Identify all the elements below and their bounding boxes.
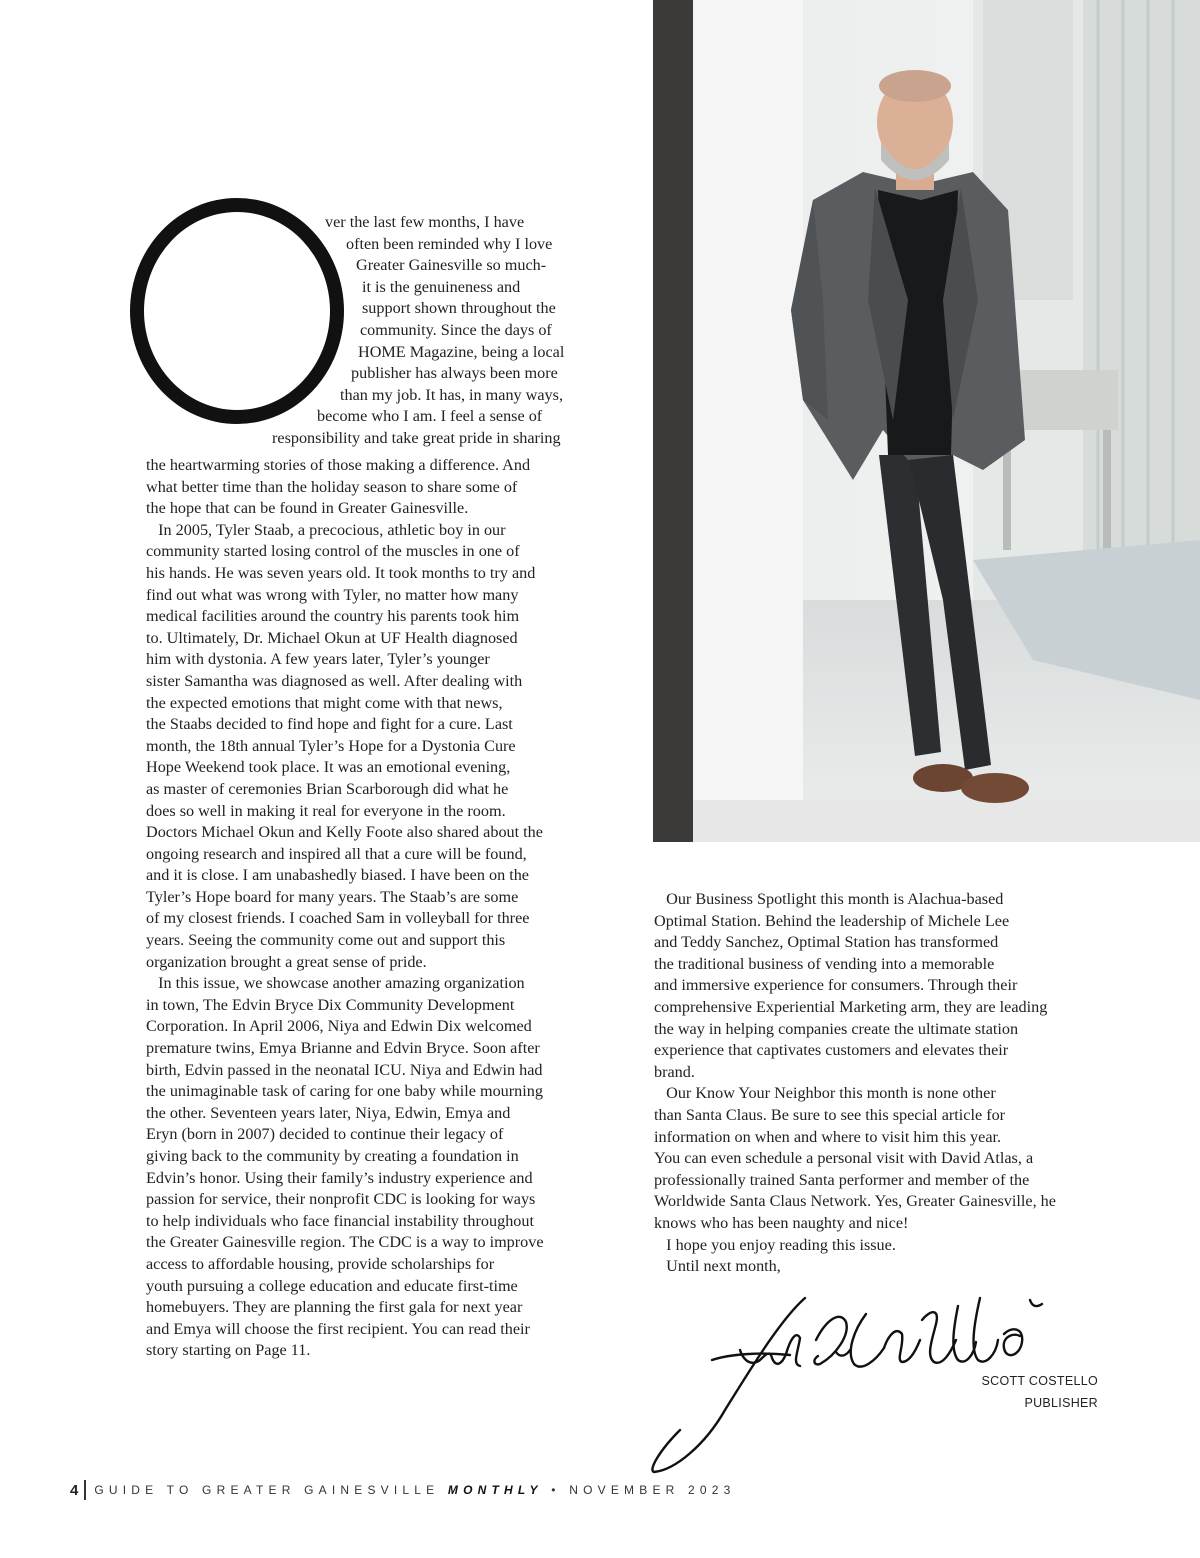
page-footer <box>70 1478 736 1502</box>
text-line: Our Business Spotlight this month is Alachua-based <box>654 890 1004 908</box>
footer-divider <box>84 1480 86 1500</box>
text-line: Worldwide Santa Claus Network. Yes, Greater Gainesville, he <box>654 1192 1056 1211</box>
text-line: the Staabs decided to find hope and fight for a cure. Last <box>146 715 513 734</box>
text-line: story starting on Page 11. <box>146 1341 311 1360</box>
intro-line: community. Since the days of <box>360 320 552 339</box>
text-line: youth pursuing a college education and educate first-time <box>146 1276 518 1295</box>
paragraph <box>654 1083 1134 1234</box>
text-line: the unimaginable task of caring for one baby while mourning <box>146 1082 543 1101</box>
paragraph <box>654 889 1134 1083</box>
text-line: the heartwarming stories of those making a difference. And <box>146 456 531 474</box>
paragraph <box>654 1235 1134 1257</box>
text-line: to. Ultimately, Dr. Michael Okun at UF Health diagnosed <box>146 628 518 647</box>
text-line: as master of ceremonies Brian Scarborough did what he <box>146 779 509 798</box>
text-line: Corporation. In April 2006, Niya and Edwin Dix welcomed <box>146 1017 532 1036</box>
text-line: passion for service, their nonprofit CDC is looking for ways <box>146 1190 536 1209</box>
text-line: Tyler’s Hope board for many years. The Staab’s are some <box>146 887 519 906</box>
text-line: premature twins, Emya Brianne and Edvin Bryce. Soon after <box>146 1039 540 1058</box>
intro-line: publisher has always been more <box>351 364 558 383</box>
signature-title: PUBLISHER <box>1024 1396 1098 1410</box>
text-line: in town, The Edvin Bryce Dix Community Development <box>146 995 515 1014</box>
publisher-photo <box>653 0 1200 842</box>
text-line: Optimal Station. Behind the leadership of Michele Lee <box>654 911 1010 930</box>
text-line: Doctors Michael Okun and Kelly Foote also shared about the <box>146 823 543 842</box>
intro-line: it is the genuineness and <box>362 277 521 296</box>
intro-line: responsibility and take great pride in sharing <box>272 428 561 447</box>
text-line: In this issue, we showcase another amazing organization <box>146 974 525 993</box>
intro-line: support shown throughout the <box>362 299 556 318</box>
text-line: brand. <box>654 1062 695 1081</box>
text-line: ongoing research and inspired all that a cure will be found, <box>146 844 527 863</box>
text-line: medical facilities around the country his parents took him <box>146 607 520 626</box>
text-line: comprehensive Experiential Marketing arm, they are leading <box>654 997 1048 1016</box>
intro-line: become who I am. I feel a sense of <box>317 407 543 426</box>
text-line: experience that captivates customers and elevates their <box>654 1041 1009 1060</box>
text-line: and immersive experience for consumers. Through their <box>654 976 1018 995</box>
footer-separator: • <box>551 1483 561 1497</box>
text-line: the traditional business of vending into a memorable <box>654 954 995 973</box>
text-line: knows who has been naughty and nice! <box>654 1213 909 1232</box>
intro-line: Greater Gainesville so much- <box>356 256 547 275</box>
text-line: the way in helping companies create the ultimate station <box>654 1019 1019 1038</box>
publication-name: GUIDE TO GREATER GAINESVILLE <box>94 1483 440 1497</box>
text-line: the Greater Gainesville region. The CDC is a way to improve <box>146 1233 544 1252</box>
paragraph <box>654 1256 1134 1278</box>
text-line: him with dystonia. A few years later, Tyler’s younger <box>146 650 490 669</box>
page-number: 4 <box>70 1481 79 1499</box>
text-line: Hope Weekend took place. It was an emotional evening, <box>146 758 511 777</box>
text-line: find out what was wrong with Tyler, no matter how many <box>146 585 519 604</box>
intro-line: HOME Magazine, being a local <box>358 342 565 361</box>
text-line: information on when and where to visit him this year. <box>654 1127 1002 1146</box>
signature-name: SCOTT COSTELLO <box>981 1374 1098 1388</box>
text-line: sister Samantha was diagnosed as well. After dealing with <box>146 671 523 690</box>
text-line: You can even schedule a personal visit with David Atlas, a <box>654 1149 1034 1168</box>
text-line: than Santa Claus. Be sure to see this special article for <box>654 1105 1006 1124</box>
right-column <box>654 889 1134 1278</box>
text-line: the hope that can be found in Greater Gainesville. <box>146 499 469 518</box>
paragraph <box>146 455 626 520</box>
text-line: does so well in making it real for everyone in the room. <box>146 801 506 820</box>
paragraph <box>146 973 626 1362</box>
text-line: month, the 18th annual Tyler’s Hope for a Dystonia Cure <box>146 736 516 755</box>
text-line: Our Know Your Neighbor this month is none other <box>654 1084 996 1103</box>
intro-lines <box>0 212 626 450</box>
text-line: and it is close. I am unabashedly biased. I have been on the <box>146 866 529 885</box>
text-line: giving back to the community by creating a foundation in <box>146 1147 519 1165</box>
left-column <box>146 455 626 1362</box>
issue-date: NOVEMBER 2023 <box>569 1483 736 1497</box>
text-line: Eryn (born in 2007) decided to continue their legacy of <box>146 1125 504 1144</box>
paragraph <box>146 520 626 973</box>
text-line: I hope you enjoy reading this issue. <box>654 1235 896 1254</box>
text-line: professionally trained Santa performer and member of the <box>654 1170 1030 1189</box>
text-line: the expected emotions that might come with that news, <box>146 693 503 712</box>
text-line: birth, Edvin passed in the neonatal ICU. Niya and Edwin had <box>146 1060 543 1079</box>
text-line: organization brought a great sense of pride. <box>146 952 427 971</box>
text-line: what better time than the holiday season to share some of <box>146 477 518 496</box>
text-line: and Teddy Sanchez, Optimal Station has transformed <box>654 933 999 952</box>
text-line: In 2005, Tyler Staab, a precocious, athletic boy in our <box>146 520 506 539</box>
text-line: access to affordable housing, provide scholarships for <box>146 1254 495 1273</box>
text-line: to help individuals who face financial instability throughout <box>146 1211 534 1230</box>
text-line: Until next month, <box>654 1257 781 1276</box>
text-line: years. Seeing the community come out and support this <box>146 931 506 950</box>
intro-line: ver the last few months, I have <box>325 213 525 231</box>
text-line: homebuyers. They are planning the first gala for next year <box>146 1298 523 1317</box>
text-line: his hands. He was seven years old. It took months to try and <box>146 563 536 582</box>
text-line: community started losing control of the muscles in one of <box>146 542 520 561</box>
text-line: the other. Seventeen years later, Niya, Edwin, Emya and <box>146 1103 511 1122</box>
text-line: and Emya will choose the first recipient. You can read their <box>146 1319 530 1338</box>
text-line: of my closest friends. I coached Sam in volleyball for three <box>146 909 530 928</box>
intro-line: often been reminded why I love <box>346 234 553 253</box>
publication-name-bold: MONTHLY <box>447 1483 543 1497</box>
intro-line: than my job. It has, in many ways, <box>340 385 563 404</box>
text-line: Edvin’s honor. Using their family’s industry experience and <box>146 1168 533 1187</box>
